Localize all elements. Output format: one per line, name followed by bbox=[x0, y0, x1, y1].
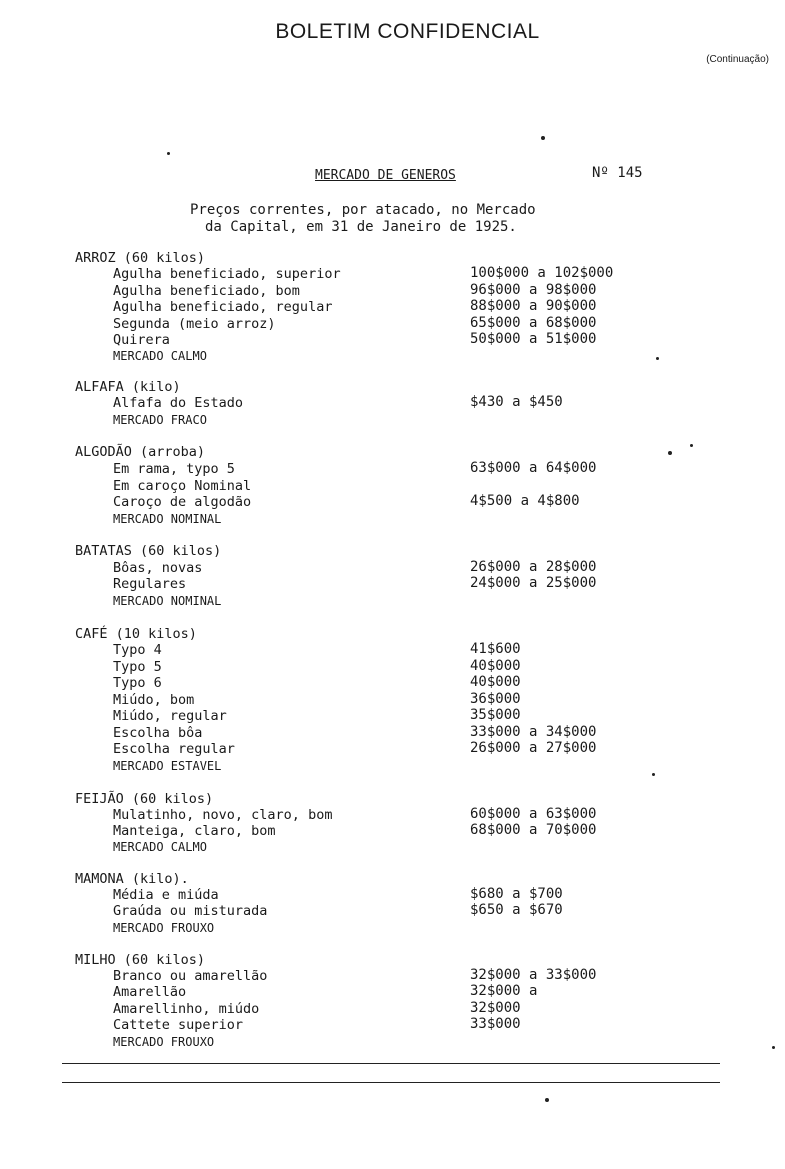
category-heading: ALGODÃO (arroba) bbox=[75, 444, 206, 460]
ink-speck bbox=[541, 136, 545, 140]
intro-line-2: da Capital, em 31 de Janeiro de 1925. bbox=[205, 219, 517, 235]
item-label: Bôas, novas bbox=[113, 560, 203, 576]
category-heading: ARROZ (60 kilos) bbox=[75, 250, 206, 266]
category-heading: MILHO (60 kilos) bbox=[75, 952, 206, 968]
market-status: MERCADO FROUXO bbox=[113, 921, 215, 935]
item-label: Typo 6 bbox=[113, 675, 162, 691]
category-heading: MAMONA (kilo). bbox=[75, 871, 189, 887]
item-price: 88$000 a 90$000 bbox=[470, 298, 597, 314]
item-label: Cattete superior bbox=[113, 1017, 244, 1033]
item-label: Amarellão bbox=[113, 984, 187, 1000]
item-price: $650 a $670 bbox=[470, 902, 563, 918]
item-price: 100$000 a 102$000 bbox=[470, 265, 614, 281]
item-price: 50$000 a 51$000 bbox=[470, 331, 597, 347]
ink-speck bbox=[167, 152, 170, 155]
bulletin-title: BOLETIM CONFIDENCIAL bbox=[275, 20, 540, 43]
item-price: $430 a $450 bbox=[470, 394, 563, 410]
ink-speck bbox=[652, 773, 655, 776]
market-status: MERCADO NOMINAL bbox=[113, 512, 222, 526]
item-price: 40$000 bbox=[470, 658, 521, 674]
ink-speck bbox=[690, 444, 693, 447]
item-label: Em rama, typo 5 bbox=[113, 461, 235, 477]
item-price: 35$000 bbox=[470, 707, 521, 723]
item-price: $680 a $700 bbox=[470, 886, 563, 902]
item-price: 41$600 bbox=[470, 641, 521, 657]
item-price: 60$000 a 63$000 bbox=[470, 806, 597, 822]
item-label: Agulha beneficiado, bom bbox=[113, 283, 300, 299]
item-label: Graúda ou misturada bbox=[113, 903, 268, 919]
item-label: Média e miúda bbox=[113, 887, 219, 903]
section-title: MERCADO DE GENEROS bbox=[315, 168, 456, 183]
market-status: MERCADO FROUXO bbox=[113, 1035, 215, 1049]
item-label: Escolha bôa bbox=[113, 725, 203, 741]
market-status: MERCADO CALMO bbox=[113, 349, 207, 363]
item-label: Branco ou amarellão bbox=[113, 968, 268, 984]
item-label: Regulares bbox=[113, 576, 187, 592]
item-label: Mulatinho, novo, claro, bom bbox=[113, 807, 333, 823]
bottom-rule-2 bbox=[62, 1082, 720, 1083]
item-price: 32$000 a 33$000 bbox=[470, 967, 597, 983]
market-status: MERCADO ESTAVEL bbox=[113, 759, 222, 773]
bottom-rule-1 bbox=[62, 1063, 720, 1064]
item-label: Agulha beneficiado, superior bbox=[113, 266, 341, 282]
item-price: 26$000 a 28$000 bbox=[470, 559, 597, 575]
ink-speck bbox=[656, 357, 659, 360]
item-label: Agulha beneficiado, regular bbox=[113, 299, 333, 315]
market-status: MERCADO NOMINAL bbox=[113, 594, 222, 608]
item-price: 96$000 a 98$000 bbox=[470, 282, 597, 298]
bulletin-number: Nº 145 bbox=[592, 165, 643, 181]
item-price: 63$000 a 64$000 bbox=[470, 460, 597, 476]
item-price: 40$000 bbox=[470, 674, 521, 690]
item-price: 68$000 a 70$000 bbox=[470, 822, 597, 838]
item-label: Amarellinho, miúdo bbox=[113, 1001, 260, 1017]
item-label: Miúdo, bom bbox=[113, 692, 195, 708]
item-label: Miúdo, regular bbox=[113, 708, 227, 724]
item-label: Alfafa do Estado bbox=[113, 395, 244, 411]
item-price: 4$500 a 4$800 bbox=[470, 493, 580, 509]
category-heading: FEIJÃO (60 kilos) bbox=[75, 791, 214, 807]
item-price: 24$000 a 25$000 bbox=[470, 575, 597, 591]
item-price: 33$000 a 34$000 bbox=[470, 724, 597, 740]
item-price: 32$000 a bbox=[470, 983, 538, 999]
item-price: 33$000 bbox=[470, 1016, 521, 1032]
ink-speck bbox=[772, 1046, 775, 1049]
category-heading: BATATAS (60 kilos) bbox=[75, 543, 222, 559]
item-price: 36$000 bbox=[470, 691, 521, 707]
intro-line-1: Preços correntes, por atacado, no Mercado bbox=[190, 202, 536, 218]
item-price: 65$000 a 68$000 bbox=[470, 315, 597, 331]
item-label: Quirera bbox=[113, 332, 170, 348]
category-heading: CAFÉ (10 kilos) bbox=[75, 626, 197, 642]
market-status: MERCADO CALMO bbox=[113, 840, 207, 854]
item-label: Typo 4 bbox=[113, 642, 162, 658]
ink-speck bbox=[668, 451, 672, 455]
item-label: Em caroço Nominal bbox=[113, 478, 252, 494]
item-label: Escolha regular bbox=[113, 741, 235, 757]
category-heading: ALFAFA (kilo) bbox=[75, 379, 181, 395]
item-price: 32$000 bbox=[470, 1000, 521, 1016]
item-label: Segunda (meio arroz) bbox=[113, 316, 276, 332]
item-label: Typo 5 bbox=[113, 659, 162, 675]
market-status: MERCADO FRACO bbox=[113, 413, 207, 427]
continuation-label: (Continuação) bbox=[706, 54, 769, 65]
ink-speck bbox=[545, 1098, 549, 1102]
item-label: Manteiga, claro, bom bbox=[113, 823, 276, 839]
item-price: 26$000 a 27$000 bbox=[470, 740, 597, 756]
item-label: Caroço de algodão bbox=[113, 494, 252, 510]
